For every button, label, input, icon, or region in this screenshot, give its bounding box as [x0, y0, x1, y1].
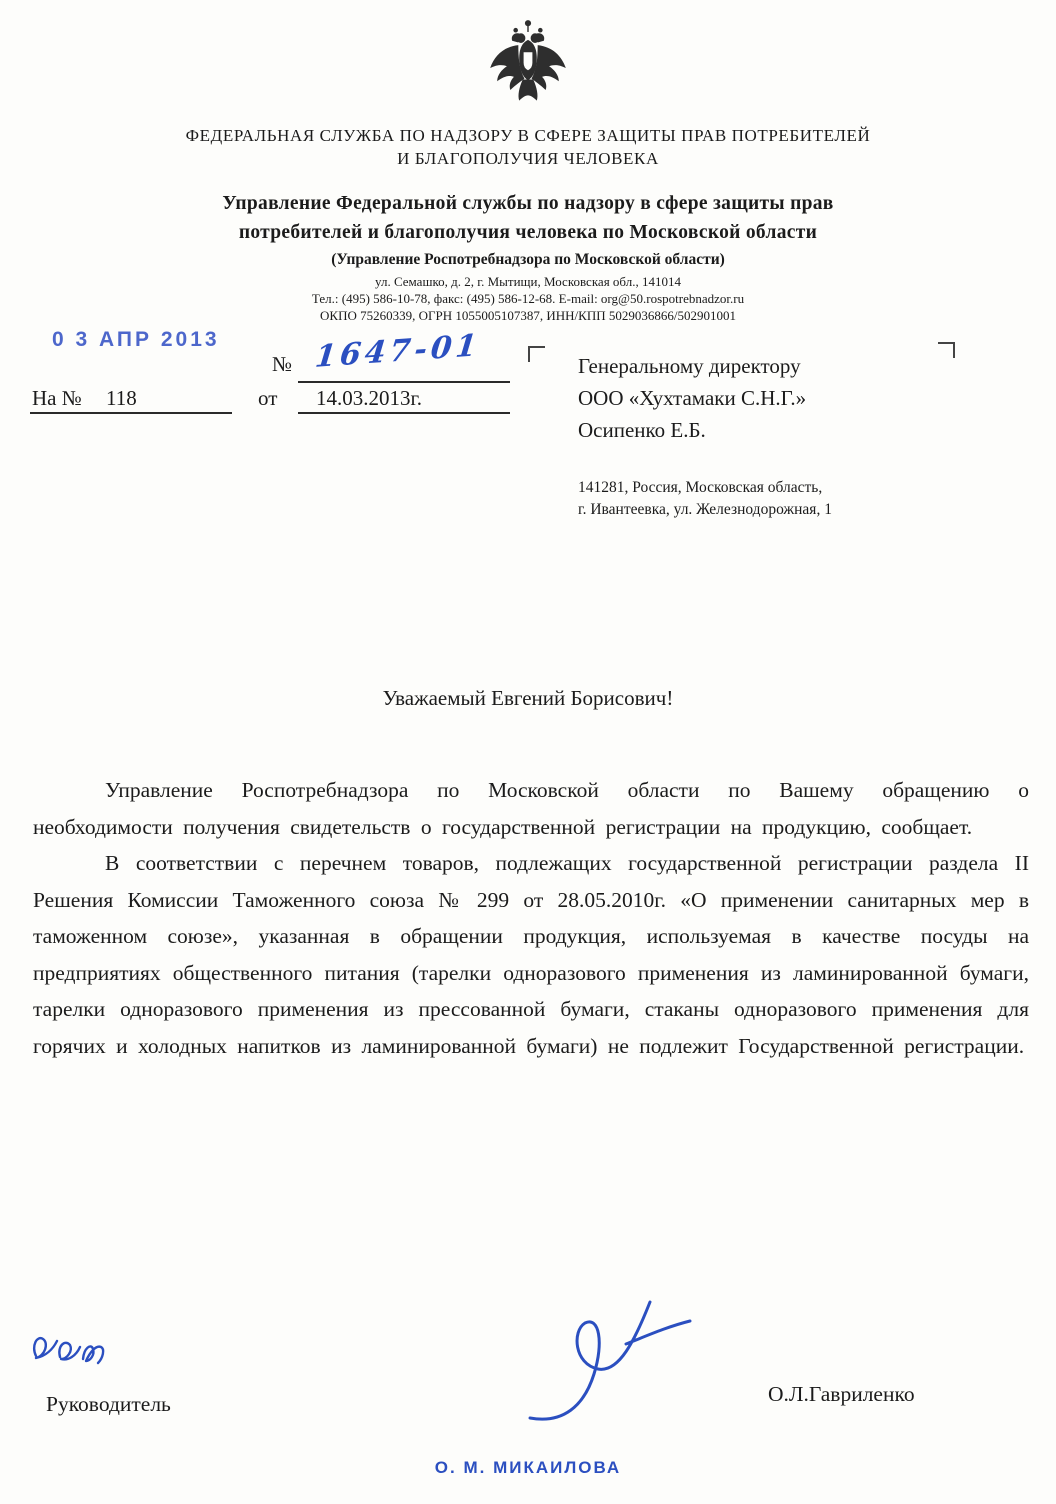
- double-headed-eagle-icon: [484, 16, 572, 106]
- salutation: Уважаемый Евгений Борисович!: [382, 686, 674, 710]
- incoming-number-underline: [30, 412, 232, 414]
- org-name-line2: И БЛАГОПОЛУЧИЯ ЧЕЛОВЕКА: [397, 149, 659, 168]
- recipient-block: [578, 350, 948, 446]
- outgoing-number-handwritten: [313, 328, 483, 375]
- handwritten-note-ink: [26, 1320, 121, 1382]
- outgoing-number-label: №: [272, 352, 293, 376]
- secretary-name: О. М. МИКАИЛОВА: [434, 1458, 622, 1477]
- date-stamp: 0 3 АПР 2013: [52, 328, 220, 351]
- recipient-company: ООО «Хухтамаки С.Н.Г.»: [578, 386, 807, 410]
- incoming-number-value: 118: [106, 386, 137, 410]
- org-name-line1: ФЕДЕРАЛЬНАЯ СЛУЖБА ПО НАДЗОРУ В СФЕРЕ ЗАЩИТЫ ПРАВ ПОТРЕБИТЕЛЕЙ: [185, 126, 871, 145]
- department-line2: потребителей и благополучия человека по Московской области: [238, 222, 818, 243]
- department-line1: Управление Федеральной службы по надзору в сфере защиты прав: [222, 193, 834, 214]
- handwritten-note: [26, 1320, 121, 1387]
- outgoing-number-underline: [298, 381, 510, 383]
- recipient-address-line2: г. Ивантеевка, ул. Железнодорожная, 1: [578, 501, 832, 518]
- incoming-date-label: от: [258, 386, 278, 410]
- body-paragraph-2: В соответствии с перечнем товаров, подлежащих государственной регистрации раздела II Решения Комиссии Таможенного союза № 299 от 28.05.2010г. «О применении санитарных мер в таможенном союзе», указанная в обращении продукция, используемая в качестве посуды на предприятиях общественного питания (тарелки одноразового применения из ламинированной бумаги, тарелки одноразового применения из прессованной бумаги, стаканы одноразового применения для горячих и холодных напитков из ламинированной бумаги) не подлежит Государственной регистрации.: [33, 851, 1029, 1058]
- recipient-person: Осипенко Е.Б.: [578, 418, 706, 442]
- org-codes: ОКПО 75260339, ОГРН 1055005107387, ИНН/КПП 5029036866/502901001: [320, 308, 736, 323]
- recipient-position: Генеральному директору: [578, 354, 801, 378]
- signer-title: Руководитель: [46, 1392, 171, 1416]
- incoming-number-label: На №: [32, 386, 82, 410]
- signer-name: О.Л.Гавриленко: [768, 1382, 915, 1406]
- coat-of-arms-icon: [484, 16, 572, 106]
- handwritten-number: 1647-01: [313, 328, 483, 375]
- recipient-address-block: [578, 477, 978, 521]
- org-address: ул. Семашко, д. 2, г. Мытищи, Московская обл., 141014: [375, 274, 681, 289]
- address-zone-corner-left: [528, 346, 545, 362]
- incoming-date-underline: [298, 412, 510, 414]
- incoming-date-value: 14.03.2013г.: [316, 386, 422, 410]
- letter-body: [33, 772, 1029, 1064]
- body-paragraph-1: Управление Роспотребнадзора по Московской области по Вашему обращению о необходимости получения свидетельств о государственной регистрации на продукцию, сообщает.: [33, 778, 1029, 839]
- org-contacts: Тел.: (495) 586-10-78, факс: (495) 586-12-68. E-mail: org@50.rospotrebnadzor.ru: [311, 291, 745, 306]
- department-short-name: (Управление Роспотребнадзора по Московской области): [331, 251, 725, 268]
- signature-ink: [508, 1280, 718, 1440]
- director-signature: [508, 1280, 718, 1445]
- recipient-address-line1: 141281, Россия, Московская область,: [578, 479, 823, 496]
